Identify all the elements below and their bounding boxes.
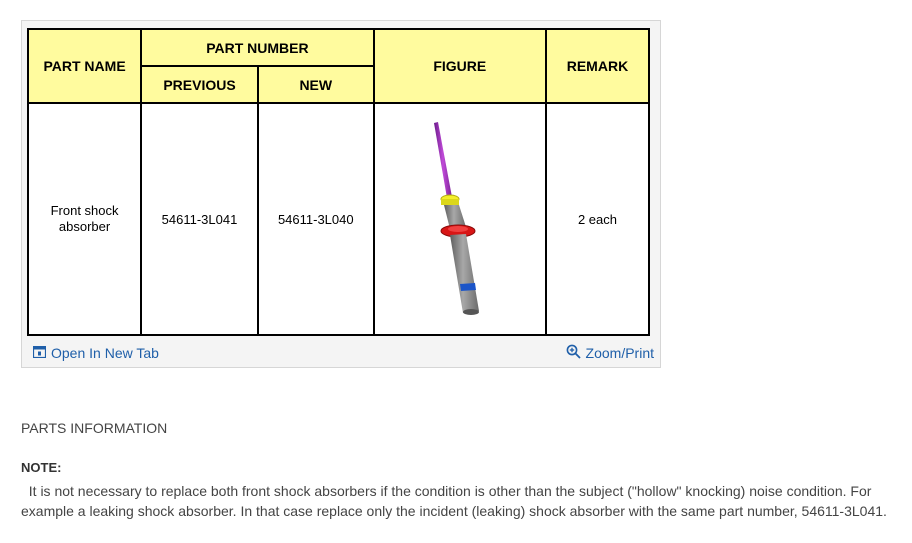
cell-previous: 54611-3L041 bbox=[141, 103, 258, 335]
parts-table bbox=[27, 28, 650, 336]
cell-figure bbox=[374, 103, 546, 335]
header-figure: FIGURE bbox=[374, 29, 546, 103]
section-title: PARTS INFORMATION bbox=[21, 420, 168, 436]
zoom-icon bbox=[566, 344, 581, 362]
table-row bbox=[28, 103, 649, 335]
zoom-print-label: Zoom/Print bbox=[585, 345, 654, 361]
header-part-number: PART NUMBER bbox=[141, 29, 374, 66]
open-new-tab-label: Open In New Tab bbox=[51, 345, 159, 361]
note-text bbox=[21, 481, 896, 521]
shock-absorber-illustration bbox=[420, 119, 500, 319]
cell-part-name: Front shock absorber bbox=[28, 103, 141, 335]
note-text-content: It is not necessary to replace both front shock absorbers if the condition is other than the subject ("hollow" knocking) noise condition. For example a leaking shock absorber. In that case replace only the incident (leaking) shock absorber with the same part number, 54611-3L041. bbox=[21, 483, 887, 519]
cell-new: 54611-3L040 bbox=[258, 103, 374, 335]
open-new-tab-link[interactable] bbox=[33, 345, 159, 361]
new-tab-icon bbox=[33, 345, 46, 361]
header-new: NEW bbox=[258, 66, 374, 103]
header-previous: PREVIOUS bbox=[141, 66, 258, 103]
header-remark: REMARK bbox=[546, 29, 649, 103]
figure-toolbar bbox=[22, 339, 660, 367]
figure-card bbox=[21, 20, 661, 368]
cell-remark: 2 each bbox=[546, 103, 649, 335]
note-label: NOTE: bbox=[21, 460, 62, 475]
header-part-name: PART NAME bbox=[28, 29, 141, 103]
zoom-print-link[interactable] bbox=[566, 344, 654, 362]
